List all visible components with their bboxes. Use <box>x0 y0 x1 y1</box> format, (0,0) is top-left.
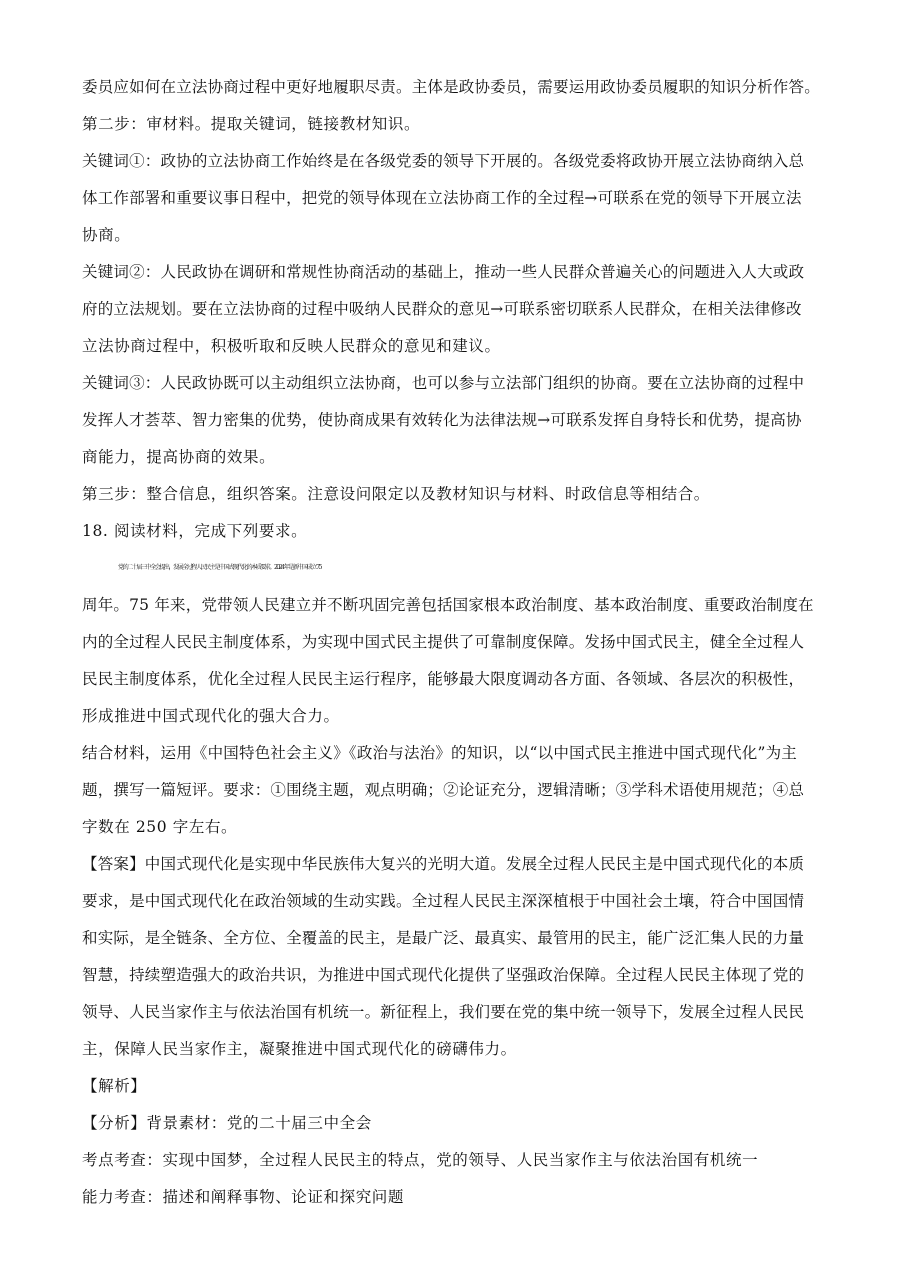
step-two-heading: 第二步：审材料。提取关键词，链接教材知识。 <box>82 115 421 133</box>
text-line: 协商。 <box>82 226 131 244</box>
answer-line: 要求，是中国式现代化在政治领域的生动实践。全过程人民民主深深植根于中国社会土壤，符合中国国情 <box>82 892 805 910</box>
text-line: 委员应如何在立法协商过程中更好地履职尽责。主体是政协委员，需要运用政协委员履职的知识分析作答。 <box>82 78 820 96</box>
material-line: 党的二十届三中全会提出，发展全过程人民民主是中国式现代化的本质要求。2024 年是新中国成立 75 <box>118 564 321 571</box>
analysis-line: 考点考查：实现中国梦，全过程人民民主的特点，党的领导、人民当家作主与依法治国有机统一 <box>82 1151 759 1169</box>
step-three-heading: 第三步：整合信息，组织答案。注意设问限定以及教材知识与材料、时政信息等相结合。 <box>82 485 710 503</box>
question-18-heading: 18. 阅读材料，完成下列要求。 <box>82 522 308 540</box>
material-line: 形成推进中国式现代化的强大合力。 <box>82 707 340 725</box>
analysis-heading: 【解析】 <box>82 1077 147 1095</box>
question-line: 结合材料，运用《中国特色社会主义》《政治与法治》的知识，以“以中国式民主推进中国式现代化”为主 <box>82 744 798 762</box>
question-line: 题，撰写一篇短评。要求：①围绕主题，观点明确；②论证充分，逻辑清晰；③学科术语使用规范；④总 <box>82 781 805 799</box>
text-line: 关键词③：人民政协既可以主动组织立法协商，也可以参与立法部门组织的协商。要在立法协商的过程中 <box>82 374 805 392</box>
analysis-line: 能力考查：描述和阐释事物、论证和探究问题 <box>82 1188 405 1206</box>
answer-line: 和实际，是全链条、全方位、全覆盖的民主，是最广泛、最真实、最管用的民主，能广泛汇集人民的力量 <box>82 929 805 947</box>
text-line: 关键词②：人民政协在调研和常规性协商活动的基础上，推动一些人民群众普遍关心的问题进入人大或政 <box>82 263 805 281</box>
material-line: 内的全过程人民民主制度体系，为实现中国式民主提供了可靠制度保障。发扬中国式民主，健全全过程人 <box>82 633 805 651</box>
material-line: 周年。75 年来，党带领人民建立并不断巩固完善包括国家根本政治制度、基本政治制度、重要政治制度在 <box>82 596 814 614</box>
text-line: 关键词①：政协的立法协商工作始终是在各级党委的领导下开展的。各级党委将政协开展立法协商纳入总 <box>82 152 805 170</box>
text-line: 发挥人才荟萃、智力密集的优势，使协商成果有效转化为法律法规→可联系发挥自身特长和优势，提高协 <box>82 411 802 429</box>
question-line: 字数在 250 字左右。 <box>82 818 238 836</box>
analysis-line: 【分析】背景素材：党的二十届三中全会 <box>82 1114 372 1132</box>
text-line: 立法协商过程中，积极听取和反映人民群众的意见和建议。 <box>82 337 501 355</box>
text-line: 体工作部署和重要议事日程中，把党的领导体现在立法协商工作的全过程→可联系在党的领导下开展立法 <box>82 189 802 207</box>
answer-line: 领导、人民当家作主与依法治国有机统一。新征程上，我们要在党的集中统一领导下，发展全过程人民民 <box>82 1003 805 1021</box>
material-line: 民民主制度体系，优化全过程人民民主运行程序，能够最大限度调动各方面、各领域、各层次的积极性， <box>82 670 805 688</box>
answer-line: 【答案】中国式现代化是实现中华民族伟大复兴的光明大道。发展全过程人民民主是中国式现代化的本质 <box>82 855 805 873</box>
answer-line: 主，保障人民当家作主，凝聚推进中国式现代化的磅礴伟力。 <box>82 1040 517 1058</box>
text-line: 商能力，提高协商的效果。 <box>82 448 276 466</box>
text-line: 府的立法规划。要在立法协商的过程中吸纳人民群众的意见→可联系密切联系人民群众，在相关法律修改 <box>82 300 802 318</box>
answer-line: 智慧，持续塑造强大的政治共识，为推进中国式现代化提供了坚强政治保障。全过程人民民主体现了党的 <box>82 966 805 984</box>
